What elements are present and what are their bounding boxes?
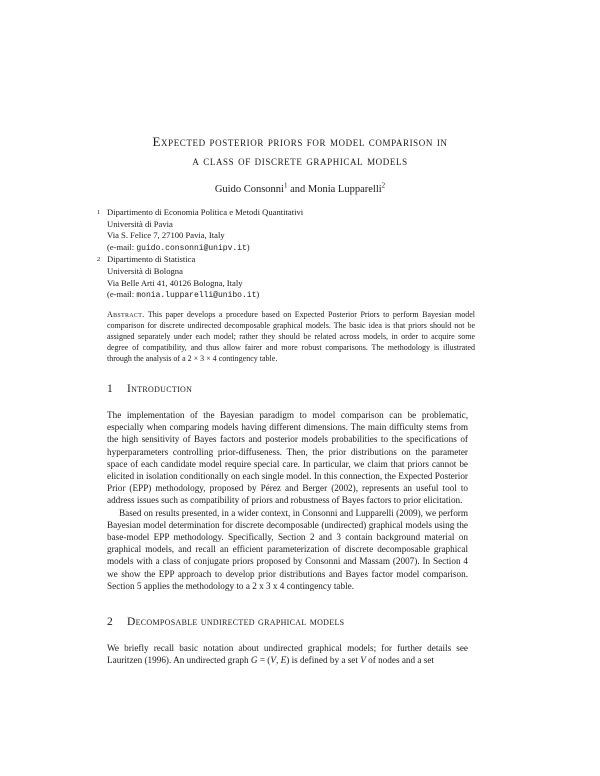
paragraph: The implementation of the Bayesian paradigm to model comparison can be problematic, especially when comparing models having different dimensions. The main difficulty stems from the high sensitivity of Bayes factors and posterior models probabilities to the specifications of hyperparameters controlling prior-diffuseness. Then, the prior distributions on the parameter space of each candidate model require special care. In particular, we claim that priors cannot be elicited in isolation conditionally on each single model. In this connection, the Expected Posterior Prior (EPP) methodology, proposed by Pérez and Berger (2002), represents an useful tool to address issues such as compatibility of priors and robustness of Bayes factors to prior elicitation.: [107, 410, 468, 506]
affiliation-email-line: (e-mail: guido.consonni@unipv.it): [107, 241, 250, 253]
author-connector: and: [290, 184, 306, 195]
email-address: guido.consonni@unipv.it: [136, 243, 247, 253]
affiliation-block: [97, 207, 304, 254]
section-body: [107, 642, 468, 666]
author-list: [0, 181, 600, 195]
section-heading: [107, 616, 344, 628]
affiliation-university: Università di Pavia: [107, 218, 173, 229]
title-line-1: Expected posterior priors for model comparison in: [152, 134, 448, 149]
author-name: Guido Consonni: [214, 184, 284, 195]
section-heading: [107, 383, 192, 395]
affiliation-marker: 1: [283, 181, 288, 190]
affiliation-address: Via Belle Arti 41, 40126 Bologna, Italy: [107, 277, 243, 288]
abstract-label: Abstract.: [107, 310, 145, 319]
affiliations: [97, 207, 304, 302]
author-name: Monia Lupparelli: [307, 184, 382, 195]
section-title: Introduction: [127, 383, 193, 395]
affiliation-email-line: (e-mail: monia.lupparelli@unibo.it): [107, 289, 260, 301]
affiliation-address: Via S. Felice 7, 27100 Pavia, Italy: [107, 230, 225, 241]
affiliation-department: Dipartimento di Economia Politica e Metodi Quantitativi: [107, 207, 304, 217]
affiliation-marker: 2: [381, 181, 386, 190]
section-title: Decomposable undirected graphical models: [127, 616, 345, 628]
affiliation-department: Dipartimento di Statistica: [107, 254, 196, 265]
section-number: 2: [107, 616, 114, 628]
email-address: monia.lupparelli@unibo.it: [136, 291, 257, 301]
affiliation-university: Università di Bologna: [107, 265, 183, 276]
paragraph: Based on results presented, in a wider context, in Consonni and Lupparelli (2009), we perform Bayesian model determination for discrete decomposable (undirected) graphical models using the base-model EPP methodology. Specifically, Section 2 and 3 contain background material on graphical models, and recall an efficient parameterization of discrete decomposable graphical models with a class of conjugate priors proposed by Consonni and Massam (2007). In Section 4 we show the EPP approach to develop prior distributions and Bayes factor model comparison. Section 5 applies the methodology to a 2 x 3 x 4 contingency table.: [107, 507, 468, 591]
affiliation-number: 2: [97, 256, 101, 264]
abstract-text: This paper develops a procedure based on Expected Posterior Priors to perform Bayesian model comparison for discrete undirected decomposable graphical models. The basic idea is that priors should not be assigned separately under each model; rather they should be related across models, in order to acquire some degree of compatibility, and thus allow fairer and more robust comparisons. The methodology is illustrated through the analysis of a 2 × 3 × 4 contingency table.: [107, 310, 475, 364]
section-number: 1: [107, 383, 114, 395]
title-line-2: a class of discrete graphical models: [192, 153, 408, 168]
paragraph: We briefly recall basic notation about undirected graphical models; for further details see Lauritzen (1996). An undirected graph G = (V, E) is defined by a set V of nodes and a set: [107, 643, 468, 666]
abstract: [107, 309, 475, 364]
section-body: [107, 409, 468, 592]
affiliation-number: 1: [97, 209, 101, 216]
paper-title: [60, 132, 540, 170]
affiliation-block: [97, 254, 303, 301]
